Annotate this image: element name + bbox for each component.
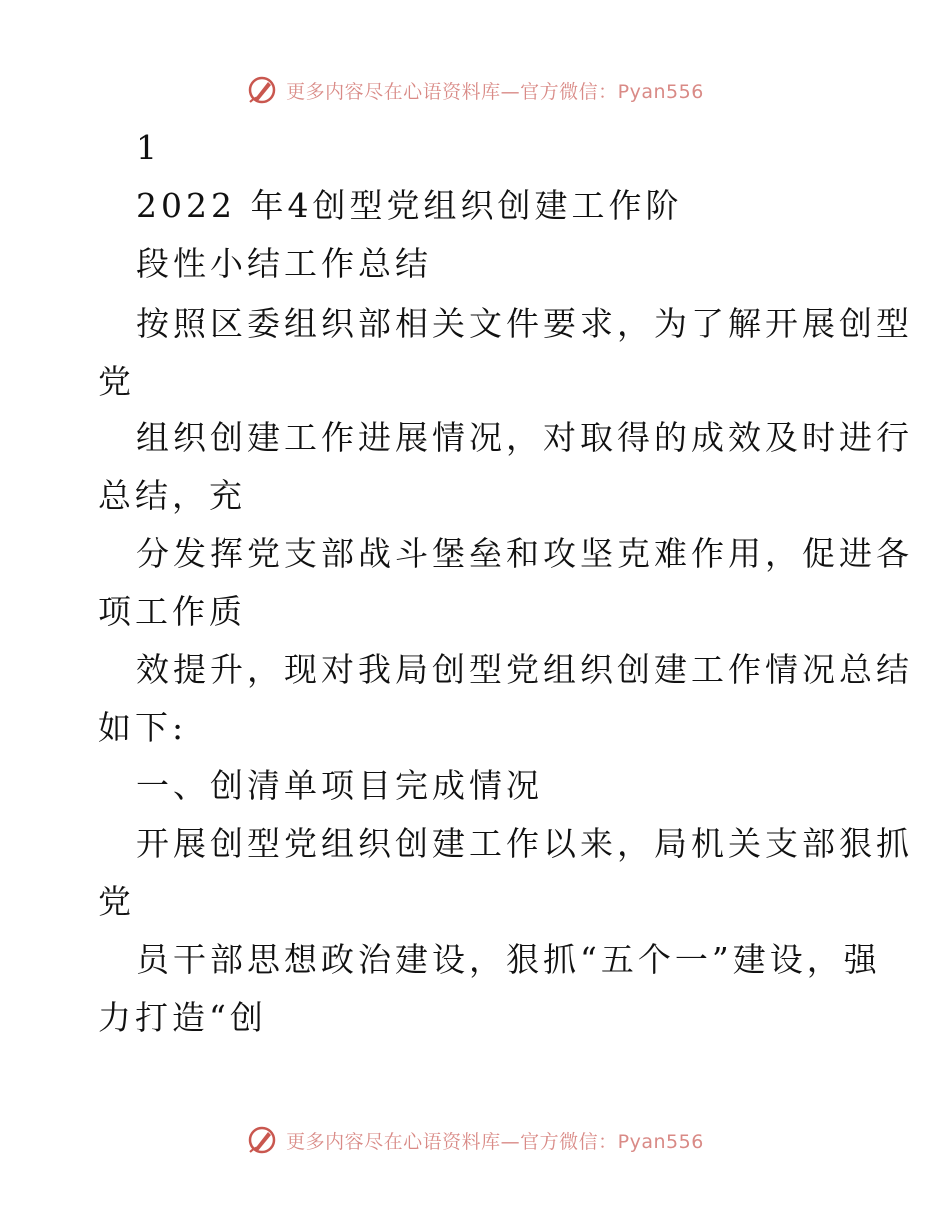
page-number: 1 [136,128,161,167]
footer-watermark [0,1120,950,1160]
header-watermark [0,70,950,110]
paragraph-line: 党 [98,882,135,921]
watermark-text: 更多内容尽在心语资料库—官方微信：Pyan556 [286,80,704,103]
document-title-line-1: 2022 年4创型党组织创建工作阶 [136,186,683,225]
quill-pen-logo-icon [246,1124,278,1156]
watermark-text: 更多内容尽在心语资料库—官方微信：Pyan556 [286,1130,704,1153]
section-heading: 一、创清单项目完成情况 [136,766,543,805]
paragraph-line: 总结，充 [98,476,246,515]
paragraph-line: 开展创型党组织创建工作以来，局机关支部狠抓 [136,824,913,863]
paragraph-line: 分发挥党支部战斗堡垒和攻坚克难作用，促进各 [136,534,913,573]
paragraph-line: 员干部思想政治建设，狠抓“五个一”建设，强 [136,940,881,979]
paragraph-line: 按照区委组织部相关文件要求，为了解开展创型 [136,304,913,343]
document-title-line-2: 段性小结工作总结 [136,244,432,283]
paragraph-line: 项工作质 [98,592,246,631]
paragraph-line: 党 [98,362,135,401]
paragraph-line: 如下: [98,708,188,747]
paragraph-line: 力打造“创 [98,998,267,1037]
quill-pen-logo-icon [246,74,278,106]
paragraph-line: 组织创建工作进展情况，对取得的成效及时进行 [136,418,913,457]
paragraph-line: 效提升，现对我局创型党组织创建工作情况总结 [136,650,913,689]
